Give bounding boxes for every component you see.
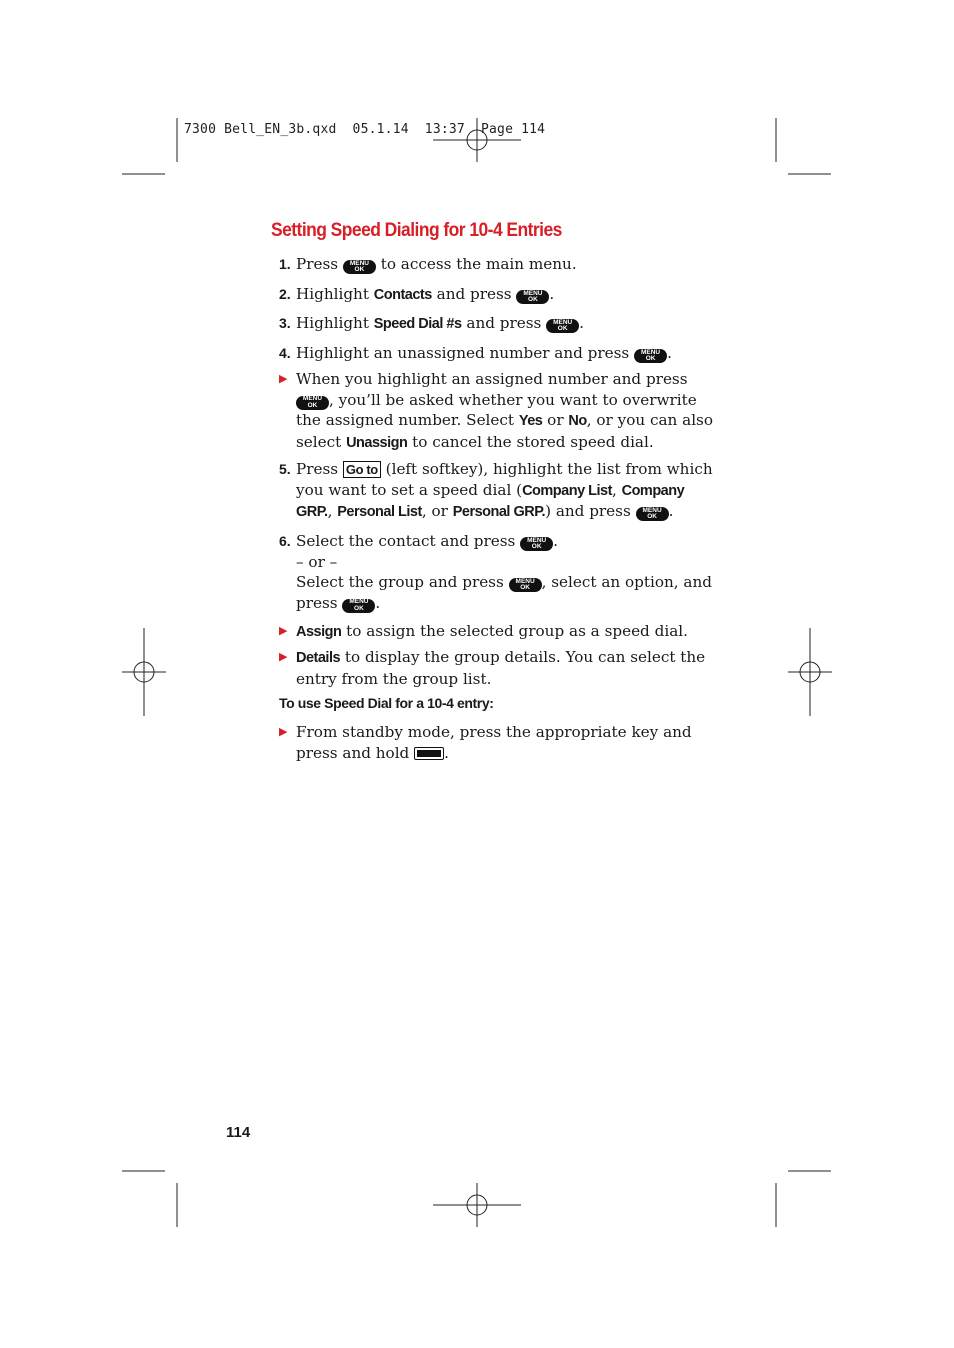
menu-ok-key-icon: MENU OK [342, 599, 375, 613]
menu-ok-key-icon: MENU OK [509, 578, 542, 592]
menu-option-contacts: Contacts [373, 287, 432, 303]
bullet-arrow-icon: ▶ [279, 650, 288, 663]
or-separator: – or – [296, 552, 338, 571]
option-details: Details [296, 650, 341, 666]
step-text: . [667, 344, 672, 362]
step-number: 3. [279, 315, 291, 331]
option-company-list: Company List [522, 482, 612, 499]
print-slug: 7300 Bell_EN_3b.qxd 05.1.14 13:37 Page 114 [184, 122, 546, 137]
use-instruction: ▶ From standby mode, press the appropriate key and press and hold . [279, 723, 692, 762]
step-number: 6. [279, 533, 291, 549]
step-5: 5. Press Go to (left softkey), highlight the list from which you want to set a speed dial (Company List, Company GRP., Personal List, or Personal GRP.) and press MENU OK . [279, 460, 713, 521]
menu-option-speed-dial: Speed Dial #s [373, 316, 462, 332]
menu-ok-key-icon: MENU OK [636, 507, 669, 521]
step-number: 2. [279, 286, 291, 302]
step-text: to access the main menu. [380, 255, 577, 273]
menu-ok-key-icon: MENU OK [520, 537, 553, 551]
step-1 [279, 254, 719, 275]
menu-ok-key-icon: MENU OK [343, 260, 376, 274]
details-note: ▶ Details to display the group details. You can select the entry from the group list. [279, 648, 706, 688]
step-text: and press [436, 285, 512, 303]
option-assign: Assign [296, 624, 342, 640]
menu-ok-key-icon: MENU OK [296, 396, 329, 410]
bullet-arrow-icon: ▶ [279, 725, 288, 738]
page-title: Setting Speed Dialing for 10-4 Entries [271, 220, 562, 241]
menu-ok-key-icon: MENU OK [546, 319, 579, 333]
step-2 [279, 284, 719, 306]
option-personal-grp: Personal GRP. [452, 504, 546, 521]
end-key-icon [414, 747, 444, 760]
option-unassign: Unassign [346, 434, 408, 451]
step-number: 1. [279, 256, 291, 272]
bullet-arrow-icon: ▶ [279, 372, 288, 385]
step-text: . [549, 285, 555, 303]
step-3 [279, 313, 719, 335]
step-4-note: ▶ When you highlight an assigned number and press MENU OK , you’ll be asked whether you want to overwrite the assigned number. Select Yes or No, or you can also select Unassign to cancel the stored speed dial. [279, 370, 713, 451]
option-no: No [568, 413, 587, 430]
step-number: 5. [279, 461, 291, 477]
step-text: Highlight an unassigned number and press [296, 344, 630, 362]
menu-ok-key-icon: MENU OK [516, 290, 549, 304]
step-text: Highlight [296, 285, 369, 303]
step-text: Highlight [296, 314, 369, 332]
section-subheading: To use Speed Dial for a 10-4 entry: [279, 695, 494, 711]
option-company-grp: Company GRP. [296, 482, 685, 521]
step-6: 6. Select the contact and press MENU OK . – or – Select the group and press MENU OK , select an option, and press MENU OK . [279, 532, 712, 612]
menu-ok-key-icon: MENU OK [634, 349, 667, 363]
step-4 [279, 343, 719, 364]
option-personal-list: Personal List [337, 504, 422, 521]
step-text: Press [296, 255, 339, 273]
assign-note: ▶ Assign to assign the selected group as a speed dial. [279, 622, 688, 640]
option-yes: Yes [518, 413, 543, 430]
step-text: . [579, 314, 584, 332]
bullet-arrow-icon: ▶ [279, 624, 288, 637]
step-text: and press [466, 314, 542, 332]
step-number: 4. [279, 345, 291, 361]
page-number: 114 [226, 1124, 251, 1141]
goto-softkey: Go to [343, 461, 381, 478]
